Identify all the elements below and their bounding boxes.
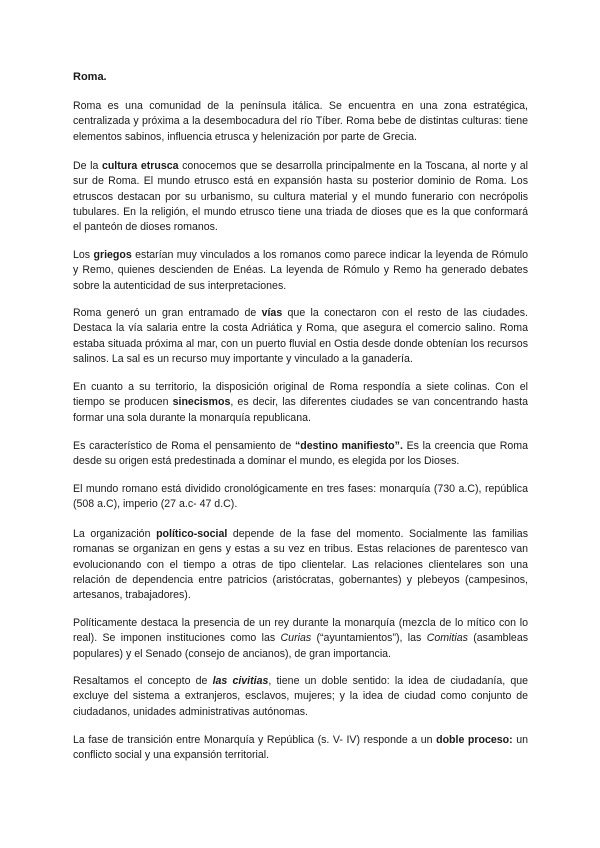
paragraph-fases [73, 482, 528, 513]
text-run: , es decir, las diferentes ciudades se van concentrando hasta formar una sola durante la monarquía republicana. [73, 396, 529, 424]
paragraph-roma-intro [73, 99, 528, 145]
text-run: Los [73, 249, 94, 261]
text-run: La organización [73, 528, 157, 540]
text-run: Roma generó un gran entramado de [73, 307, 262, 319]
emphasis-bold: griegos [93, 249, 132, 261]
text-run: conocemos que se desarrolla principalmente en la Toscana, al norte y al sur de Roma. El mundo etrusco está en expansión hasta su posterior dominio de Roma. Los etruscos destacan por su urbanismo, su cultura material y el mundo funerario con necrópolis tubulares. En la religión, el mundo etrusco tiene una triada de dioses que es la que conformará el panteón de dioses romanos. [73, 160, 528, 234]
text-run: Es característico de Roma el pensamiento de [73, 440, 295, 452]
emphasis-bold: político-social [156, 528, 228, 540]
text-run: depende de la fase del momento. Socialmente las familias romanas se organizan en gens y estas a su vez en tribus. Estas relaciones de parentesco van evolucionando con el tiempo a otras de tipo clientelar. Las relaciones clientelares son una relación de dependencia entre patricios (aristócratas, gobernantes) y plebeyos (campesinos, artesanos, trabajadores). [73, 528, 528, 602]
text-run: En cuanto a su territorio, la disposición original de Roma respondía a siete colinas. Con el tiempo se producen [73, 381, 528, 409]
text-run: El mundo romano está dividido cronológicamente en tres fases: monarquía (730 a.C), república (508 a.C), imperio (27 a.c- 47 d.C). [73, 483, 528, 511]
emphasis-bold: doble proceso: [436, 734, 513, 746]
text-run: un conflicto social y una expansión territorial. [73, 734, 528, 762]
text-run: La fase de transición entre Monarquía y República (s. V- IV) responde a un [73, 734, 437, 746]
text-run: estarían muy vinculados a los romanos como parece indicar la leyenda de Rómulo y Remo, quienes descienden de Enéas. La leyenda de Rómulo y Remo ha generado debates sobre la autenticidad de sus interpretaciones. [73, 249, 528, 292]
paragraph-politico-social [73, 527, 528, 603]
paragraph-transicion [73, 733, 528, 764]
emphasis-bold: “destino manifiesto”. [295, 440, 403, 452]
paragraph-cultura-etrusca [73, 159, 528, 235]
text-run: que la conectaron con el resto de las ciudades. Destaca la vía salaria entre la costa Adriática y Roma, que asegura el comercio salino. Roma estaba situada próxima al mar, con un puerto fluvial en Ostia desde donde obtenían los recursos salinos. La sal es un recurso muy importante y vinculado a la ganadería. [73, 307, 528, 365]
paragraph-politica [73, 616, 528, 662]
paragraph-griegos [73, 248, 528, 294]
emphasis-italic: Curias [280, 632, 312, 645]
paragraph-destino-manifiesto [73, 439, 528, 470]
paragraph-civitias [73, 674, 528, 720]
text-run: Políticamente destaca la presencia de un rey durante la monarquía (mezcla de lo mítico con lo real). Se imponen instituciones como las [73, 617, 528, 645]
emphasis-bold: cultura etrusca [101, 160, 179, 172]
emphasis-bold: sinecismos [172, 396, 231, 409]
text-run: , tiene un doble sentido: la idea de ciudadanía, que excluye del sistema a extranjeros, esclavos, mujeres; y la idea de ciudad como conjunto de ciudadanos, unidades administrativas autónomas. [73, 675, 528, 718]
paragraph-vias [73, 306, 528, 367]
text-run: (asambleas populares) y el Senado (consejo de ancianos), de gran importancia. [73, 632, 529, 660]
document-title: Roma. [73, 71, 107, 83]
text-run: Resaltamos el concepto de [73, 675, 213, 687]
emphasis-bold-italic: las civitias [212, 675, 269, 687]
text-run: De la [73, 160, 102, 172]
emphasis-italic: Comitias [426, 632, 468, 645]
paragraph-territorio [73, 380, 528, 426]
text-run: Roma es una comunidad de la península itálica. Se encuentra en una zona estratégica, centralizada y próxima a la desembocadura del río Tíber. Roma bebe de distintas culturas: tiene elementos sabinos, influencia etrusca y helenización por parte de Grecia. [73, 100, 528, 143]
emphasis-bold: vías [261, 307, 283, 319]
text-run: Es la creencia que Roma desde su origen está predestinada a dominar el mundo, es elegida por los Dioses. [73, 440, 528, 468]
text-run: (“ayuntamientos”), las [311, 632, 427, 645]
